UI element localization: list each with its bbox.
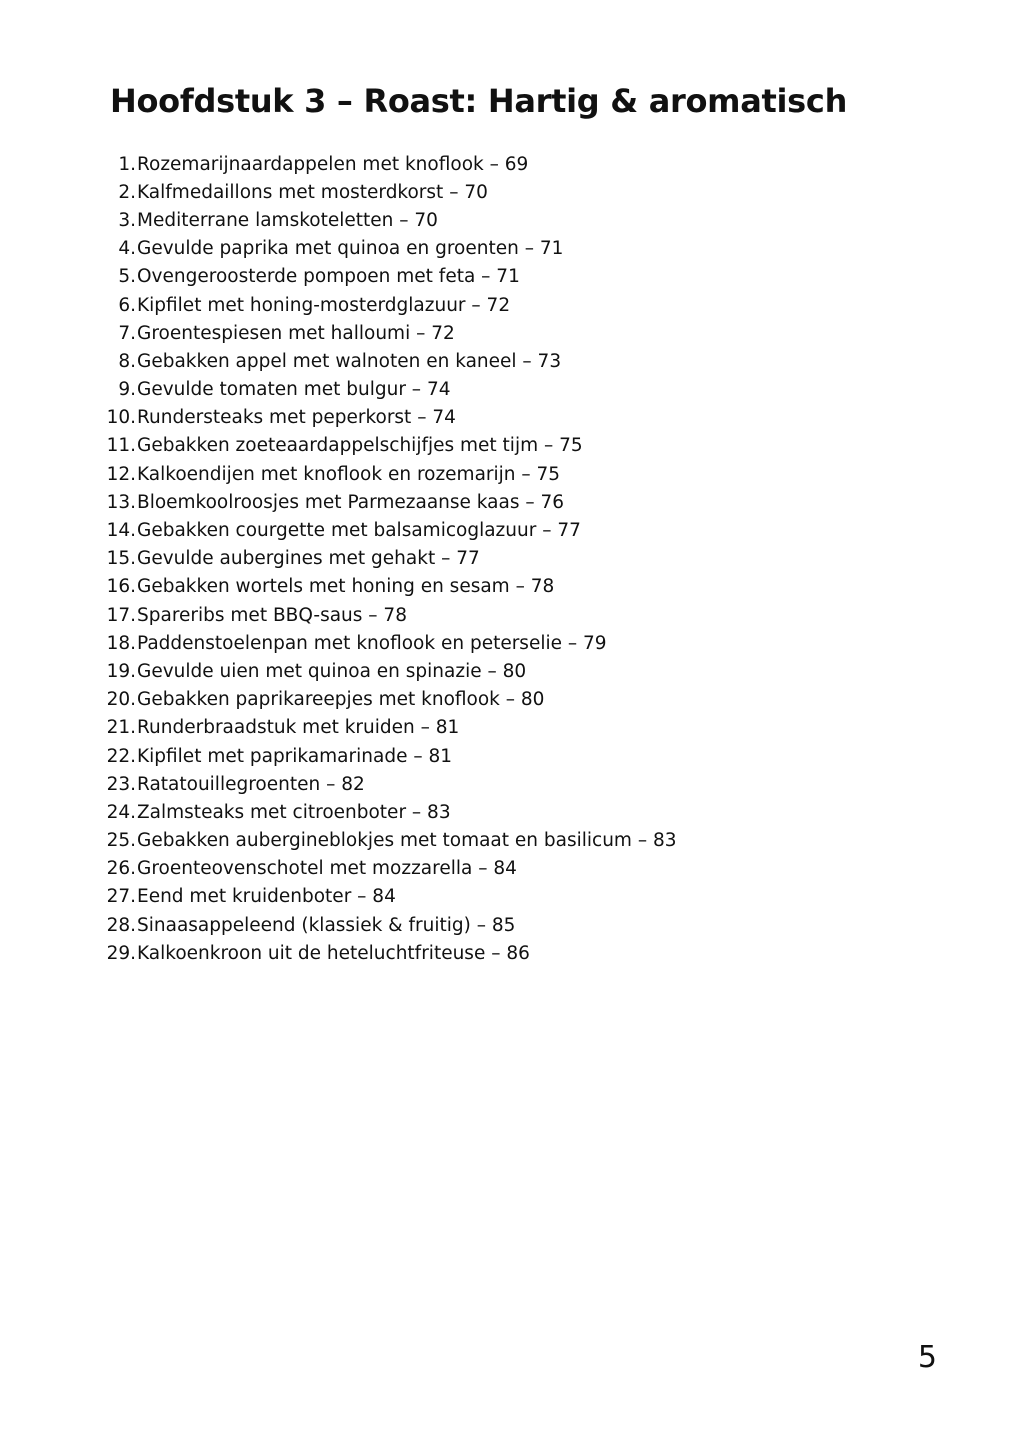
list-item (96, 657, 677, 685)
list-item (96, 573, 677, 601)
item-text: Gebakken courgette met balsamicoglazuur – 77 (137, 520, 581, 542)
item-number: 28. (106, 914, 136, 936)
list-item (96, 516, 677, 544)
item-number: 26. (106, 858, 136, 880)
list-item (96, 404, 677, 432)
item-text: Eend met kruidenboter – 84 (137, 886, 396, 908)
item-text: Sinaasappeleend (klassiek & fruitig) – 85 (137, 914, 516, 936)
item-number: 27. (106, 886, 136, 908)
item-number: 16. (106, 576, 136, 598)
page-title: Hoofdstuk 3 – Roast: Hartig & aromatisch (110, 82, 848, 120)
list-item (96, 939, 677, 967)
item-number: 13. (106, 491, 136, 513)
item-text: Kipfilet met honing-mosterdglazuur – 72 (137, 294, 511, 316)
list-item (96, 235, 677, 263)
list-item (96, 827, 677, 855)
item-number: 25. (106, 830, 136, 852)
item-text: Gevulde uien met quinoa en spinazie – 80 (137, 660, 527, 682)
item-text: Gevulde aubergines met gehakt – 77 (137, 548, 480, 570)
item-text: Gebakken auberginеblokjes met tomaat en basilicum – 83 (137, 830, 677, 852)
item-text: Groenteovenschotel met mozzarella – 84 (137, 858, 517, 880)
item-text: Gebakken appel met walnoten en kaneel – 73 (137, 350, 562, 372)
list-item (96, 855, 677, 883)
list-item (96, 460, 677, 488)
item-text: Gebakken wortels met honing en sesam – 78 (137, 576, 555, 598)
list-item (96, 742, 677, 770)
item-number: 11. (106, 435, 136, 457)
item-number: 2. (118, 181, 136, 203)
table-of-contents (96, 150, 677, 967)
item-text: Ovengeroosterde pompoen met feta – 71 (137, 266, 520, 288)
item-number: 12. (106, 463, 136, 485)
list-item (96, 263, 677, 291)
item-text: Kipfilet met paprikamarinade – 81 (137, 745, 452, 767)
item-text: Kalkoenkroon uit de heteluchtfriteuse – 86 (137, 942, 530, 964)
item-text: Rozemarijnaardappelen met knoflook – 69 (137, 153, 529, 175)
page-number: 5 (917, 1340, 937, 1375)
item-number: 5. (118, 266, 136, 288)
list-item (96, 432, 677, 460)
list-item (96, 911, 677, 939)
list-item (96, 347, 677, 375)
item-text: Gebakken zoeteaardappelschijfjes met tijm – 75 (137, 435, 583, 457)
list-item (96, 291, 677, 319)
list-item (96, 319, 677, 347)
item-number: 10. (106, 407, 136, 429)
list-item (96, 545, 677, 573)
item-number: 6. (118, 294, 136, 316)
item-number: 1. (118, 153, 136, 175)
list-item (96, 206, 677, 234)
item-text: Rundersteaks met peperkorst – 74 (137, 407, 456, 429)
item-number: 3. (118, 209, 136, 231)
item-text: Gebakken paprikareepjes met knoflook – 80 (137, 689, 545, 711)
item-number: 17. (106, 604, 136, 626)
item-number: 22. (106, 745, 136, 767)
item-number: 14. (106, 520, 136, 542)
item-text: Gevulde tomaten met bulgur – 74 (137, 379, 451, 401)
item-text: Runderbraadstuk met kruiden – 81 (137, 717, 460, 739)
item-number: 23. (106, 773, 136, 795)
list-item (96, 883, 677, 911)
item-number: 18. (106, 632, 136, 654)
list-item (96, 178, 677, 206)
list-item (96, 629, 677, 657)
item-text: Kalfmedaillons met mosterdkorst – 70 (137, 181, 488, 203)
list-item (96, 376, 677, 404)
list-item (96, 714, 677, 742)
item-text: Mediterrane lamskoteletten – 70 (137, 209, 438, 231)
item-text: Zalmsteaks met citroenboter – 83 (137, 801, 451, 823)
list-item (96, 150, 677, 178)
item-number: 24. (106, 801, 136, 823)
list-item (96, 686, 677, 714)
item-text: Kalkoendijen met knoflook en rozemarijn – 75 (137, 463, 561, 485)
item-number: 4. (118, 238, 136, 260)
item-text: Bloemkoolroosjes met Parmezaanse kaas – 76 (137, 491, 565, 513)
list-item (96, 601, 677, 629)
list-item (96, 798, 677, 826)
item-text: Gevulde paprika met quinoa en groenten – 71 (137, 238, 564, 260)
list-item (96, 488, 677, 516)
item-text: Ratatouillegroenten – 82 (137, 773, 365, 795)
item-number: 29. (106, 942, 136, 964)
item-text: Paddenstoelenpan met knoflook en peterselie – 79 (137, 632, 607, 654)
item-text: Spareribs met BBQ-saus – 78 (137, 604, 407, 626)
item-number: 9. (118, 379, 136, 401)
item-number: 19. (106, 660, 136, 682)
item-number: 20. (106, 689, 136, 711)
item-number: 8. (118, 350, 136, 372)
list-item (96, 770, 677, 798)
item-number: 21. (106, 717, 136, 739)
item-number: 15. (106, 548, 136, 570)
item-number: 7. (118, 322, 136, 344)
item-text: Groentespiesen met halloumi – 72 (137, 322, 455, 344)
